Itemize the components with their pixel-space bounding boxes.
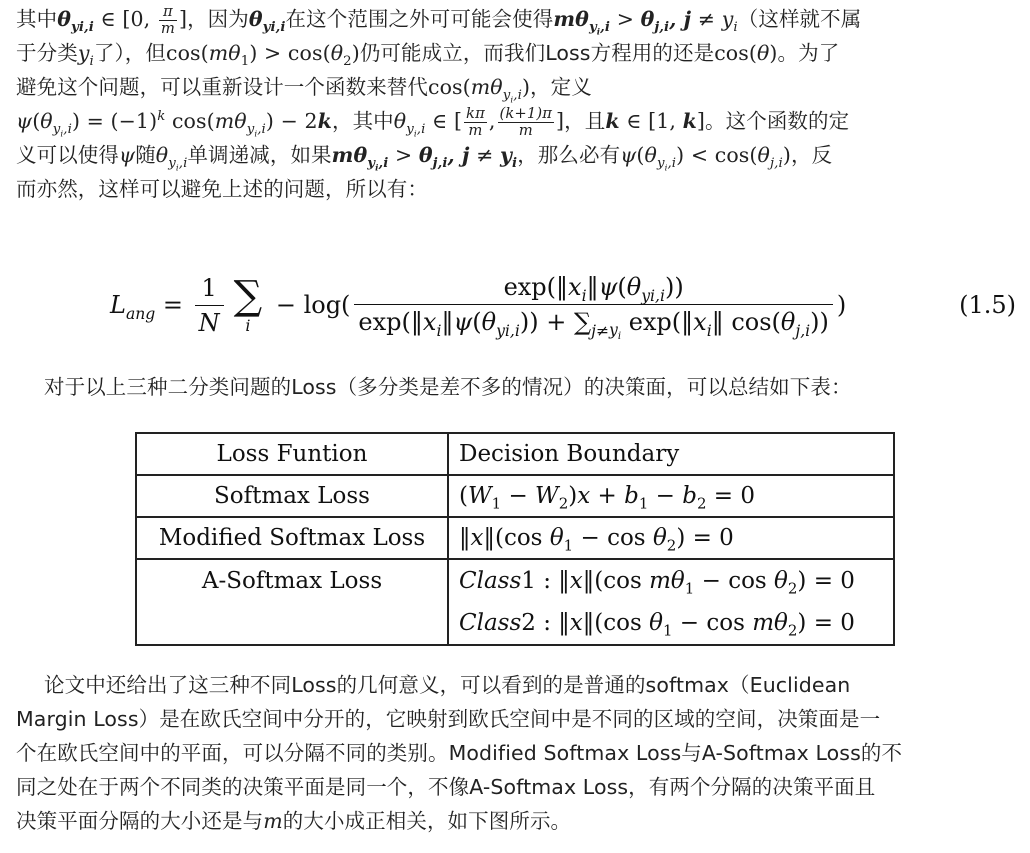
equation-sum: ∑ i <box>233 273 263 335</box>
table-intro <box>44 370 1030 404</box>
decision-boundary-table <box>135 432 895 646</box>
row-a-softmax-loss: A-Softmax Loss <box>136 559 448 645</box>
para1-line-6: 而亦然，这样可以避免上述的问题，所以有： <box>16 177 428 201</box>
header-decision-boundary: Decision Boundary <box>448 433 894 475</box>
header-loss-function: Loss Funtion <box>136 433 448 475</box>
table-row <box>136 559 894 645</box>
para2-line-4: 同之处在于两个不同类的决策平面是同一个，不像A-Softmax Loss，有两个分隔的决策平面且 <box>16 775 876 799</box>
table-row <box>136 517 894 559</box>
para2-line-5: 决策平面分隔的大小还是与m的大小成正相关，如下图所示。 <box>16 809 572 833</box>
para2-line-1: 论文中还给出了这三种不同Loss的几何意义，可以看到的是普通的softmax（Euclidean <box>44 673 851 697</box>
para1-line-4: $\psi(\theta_{y_i,i}) = (-1)^k$ $\cos(m\theta_{y_i,i}) - 2k$，其中$\theta_{y_i,i}$ ∈ [ $\frac{k\pi}{m}$ , $\frac{(k+1)\pi}{m}$ ]，且k ∈ [1, k]。这个函数的定 <box>16 105 850 140</box>
para1-line-1: 其中$\theta_{yi,i}$ ∈ [0, $\frac{\pi}{m}$ ]，因为$\theta_{yi,i}$在这个范围之外可可能会使得$m\theta_{y_i,i} > \theta_{j,i}$, $j \ne y_i$（这样就不属 <box>16 3 862 38</box>
paragraph-geometric-meaning <box>16 668 1016 838</box>
para1-line-2: 于分类$y_i$了），但$\cos(m\theta_1) > \cos(\theta_2)$仍可能成立，而我们Loss方程用的还是cos(θ)。为了 <box>16 41 840 70</box>
table-row <box>136 475 894 517</box>
table-header-row <box>136 433 894 475</box>
para2-line-3: 个在欧氏空间中的平面，可以分隔不同的类别。Modified Softmax Loss与A-Softmax Loss的不 <box>16 741 903 765</box>
a-softmax-loss-equation <box>0 256 1030 354</box>
row-a-softmax-boundary <box>448 559 894 645</box>
row-softmax-boundary: $(W_1 - W_2)x + b_1 - b_2 = 0$ <box>448 475 894 517</box>
row-softmax-loss: Softmax Loss <box>136 475 448 517</box>
equation-number: (1.5) <box>959 291 1016 319</box>
row-modified-softmax-loss: Modified Softmax Loss <box>136 517 448 559</box>
equation-one-over-n: $\frac{1}{N}$ <box>195 274 224 337</box>
boundary-class1: Class1 : ‖x‖(cos $m\theta_1 - \cos \theta_2) = 0$ <box>459 568 855 598</box>
equation-body: $L_{ang}$ = $\frac{1}{N}$ ∑ i − log( $\frac{\exp(‖x_i‖\psi(\theta_{yi,i}))}{\exp(‖x_i‖\psi(\theta_{yi,i})) + \sum_{j\ne y_i} \exp(‖x_i‖ \cos(\theta_{j,i}))}$ ) <box>110 272 847 343</box>
para1-line-3: 避免这个问题，可以重新设计一个函数来替代$\cos(m\theta_{y_i,i})$，定义 <box>16 75 592 106</box>
equation-main-fraction: $\frac{\exp(‖x_i‖\psi(\theta_{yi,i}))}{\exp(‖x_i‖\psi(\theta_{yi,i})) + \sum_{j\ne y_i} \exp(‖x_i‖ \cos(\theta_{j,i}))}$ <box>354 273 832 338</box>
table-intro-text: 对于以上三种二分类问题的Loss（多分类是差不多的情况）的决策面，可以总结如下表： <box>44 375 852 399</box>
paragraph-theta-range <box>16 2 1016 206</box>
para2-line-2: Margin Loss）是在欧氏空间中分开的，它映射到欧氏空间中是不同的区域的空间，决策面是一 <box>16 707 881 731</box>
boundary-class2: Class2 : ‖x‖(cos $\theta_1 - \cos m\theta_2) = 0$ <box>459 610 855 640</box>
equation-lhs: $L_{ang}$ <box>110 291 156 323</box>
para1-line-5: 义可以使得ψ随$\theta_{y_i,i}$单调递减，如果$m\theta_{y_i,i} > \theta_{j,i}$, $j \ne y_i$，那么必有$\psi(\theta_{y_i,i}) < \cos(\theta_{j,i})$，反 <box>16 143 833 174</box>
row-modified-softmax-boundary: ‖x‖(cos $\theta_1 - \cos \theta_2) = 0$ <box>448 517 894 559</box>
